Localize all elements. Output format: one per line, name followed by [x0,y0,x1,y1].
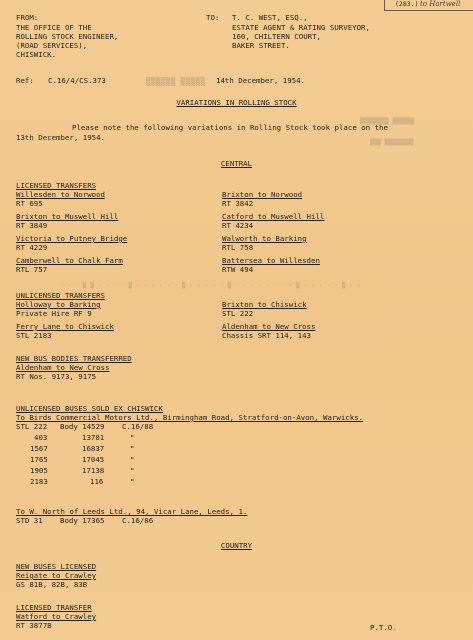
bleed-through-dots: · · · ▒ ▒ · · · · ▒ · · · · · · ▒ · · · · · ▒ · · · · · · · · ▒ · · · · · ▒ · · [60,283,362,289]
sold-row-3-stl: 1567 [30,444,48,453]
lt-left-bus-4: RTL 757 [16,265,48,274]
from-line-1: THE OFFICE OF THE [16,23,92,32]
new-bus-bodies-route: Aldenham to New Cross [16,363,110,372]
lt-left-route-3: Victoria to Putney Bridge [16,234,128,243]
sold-row-1-code: C.16/88 [122,422,154,431]
ut-left-route-1: Holloway to Barking [16,300,101,309]
sold-row-6-code: " [130,477,135,486]
sold-row-2-body: 13701 [82,433,105,442]
licensed-transfer-route: Watford to Crawley [16,612,97,621]
sold-row-5-body: 17138 [82,466,105,475]
from-line-4: CHISWICK. [16,50,57,59]
country-heading: COUNTRY [220,541,253,550]
sold-row-6-stl: 2183 [30,477,48,486]
to-label: TO: [206,13,220,22]
sold-row-5-code: " [130,466,135,475]
central-heading: CENTRAL [220,159,253,168]
lt-right-route-3: Walworth to Barking [222,234,307,243]
sold2-body: Body 17365 [60,516,105,525]
to-line-4: BAKER STREET. [232,41,290,50]
pto-marker: P.T.O. [370,623,397,632]
erased-text: ▒▒▒▒▒▒ ▒▒▒▒▒ [146,77,206,86]
unlicensed-sold-heading: UNLICENSED BUSES SOLD EX CHISWICK [16,404,163,413]
lt-left-bus-2: RT 3849 [16,221,48,230]
ut-left-route-2: Ferry Lane to Chiswick [16,322,114,331]
from-line-3: (ROAD SERVICES), [16,41,88,50]
ut-right-bus-1: STL 222 [222,309,254,318]
letter-date: 14th December, 1954. [216,76,305,85]
ut-right-bus-2: Chassis SRT 114, 143 [222,331,311,340]
sold-row-1-body: Body 14529 [60,422,105,431]
new-bus-bodies-heading: NEW BUS BODIES TRANSFERRED [16,354,132,363]
lt-right-bus-2: RT 4234 [222,221,254,230]
sold2-stl: STD 31 [16,516,43,525]
lt-right-route-2: Catford to Muswell Hill [222,212,325,221]
ref-label: Ref: [16,76,34,85]
sold-row-4-code: " [130,455,135,464]
licensed-transfers-heading: LICENSED TRANSFERS [16,181,97,190]
ref-value: C.16/4/CS.373 [48,76,106,85]
sold-row-2-code: " [130,433,135,442]
ut-right-route-2: Aldenham to New Cross [222,322,316,331]
sold-row-1-stl: STL 222 [16,422,48,431]
to-line-1: T. C. WEST, ESQ., [232,13,308,22]
to-line-3: 160, CHILTERN COURT, [232,32,321,41]
sold-row-2-stl: 403 [34,433,48,442]
stamp-number: (283.) [395,0,419,8]
sold-row-6-body: 116 [90,477,104,486]
lt-left-bus-3: RT 4229 [16,243,48,252]
sold-row-3-code: " [130,444,135,453]
sold-row-4-stl: 1765 [30,455,48,464]
lt-left-bus-1: RT 695 [16,199,43,208]
lt-right-route-1: Brixton to Norwood [222,190,303,199]
bleed-through-text: ▒▒▒▒▒▒▒▒ ▒▒▒▒▒▒ [360,118,415,125]
sold-row-4-body: 17045 [82,455,105,464]
lt-left-route-2: Brixton to Muswell Hill [16,212,119,221]
lt-left-route-1: Willesden to Norwood [16,190,105,199]
licensed-transfer-heading: LICENSED TRANSFER [16,603,92,612]
licensed-transfer-bus: RT 3877B [16,621,52,630]
intro-line-2: 13th December, 1954. [16,133,105,142]
new-buses-route: Reigate to Crawley [16,571,97,580]
from-line-2: ROLLING STOCK ENGINEER, [16,32,119,41]
from-label: FROM: [16,13,39,22]
new-bus-bodies-buses: RT Nos. 9173, 9175 [16,372,97,381]
new-buses-heading: NEW BUSES LICENSED [16,562,97,571]
document-title: VARIATIONS IN ROLLING STOCK [176,98,297,107]
lt-right-bus-4: RTW 494 [222,265,254,274]
buyer-1: To Birds Commercial Motors Ltd., Birmingham Road, Stratford-on-Avon, Warwicks. [16,413,364,422]
ut-left-bus-2: STL 2183 [16,331,52,340]
new-buses-list: GS 81B, 82B, 83B [16,580,88,589]
intro-line-1: Please note the following variations in Rolling Stock took place on the [72,123,388,132]
to-line-2: ESTATE AGENT & RATING SURVEYOR, [232,23,370,32]
buyer-2: To W. North of Leeds Ltd., 94, Vicar Lane, Leeds, 1. [16,507,248,516]
sold2-code: C.16/86 [122,516,154,525]
handwritten-note: to Hartwell [420,0,461,8]
sold-row-5-stl: 1905 [30,466,48,475]
sold-row-3-body: 16837 [82,444,105,453]
lt-right-bus-3: RTL 758 [222,243,254,252]
unlicensed-transfers-heading: UNLICENSED TRANSFERS [16,291,105,300]
ut-right-route-1: Brixton to Chiswick [222,300,307,309]
bleed-through-text-2: ▒▒▒ ▒▒▒▒▒▒▒▒ [370,139,414,146]
ut-left-bus-1: Private Hire RF 9 [16,309,92,318]
lt-left-route-4: Camberwell to Chalk Farm [16,256,123,265]
lt-right-route-4: Battersea to Willesden [222,256,320,265]
lt-right-bus-1: RT 3842 [222,199,254,208]
